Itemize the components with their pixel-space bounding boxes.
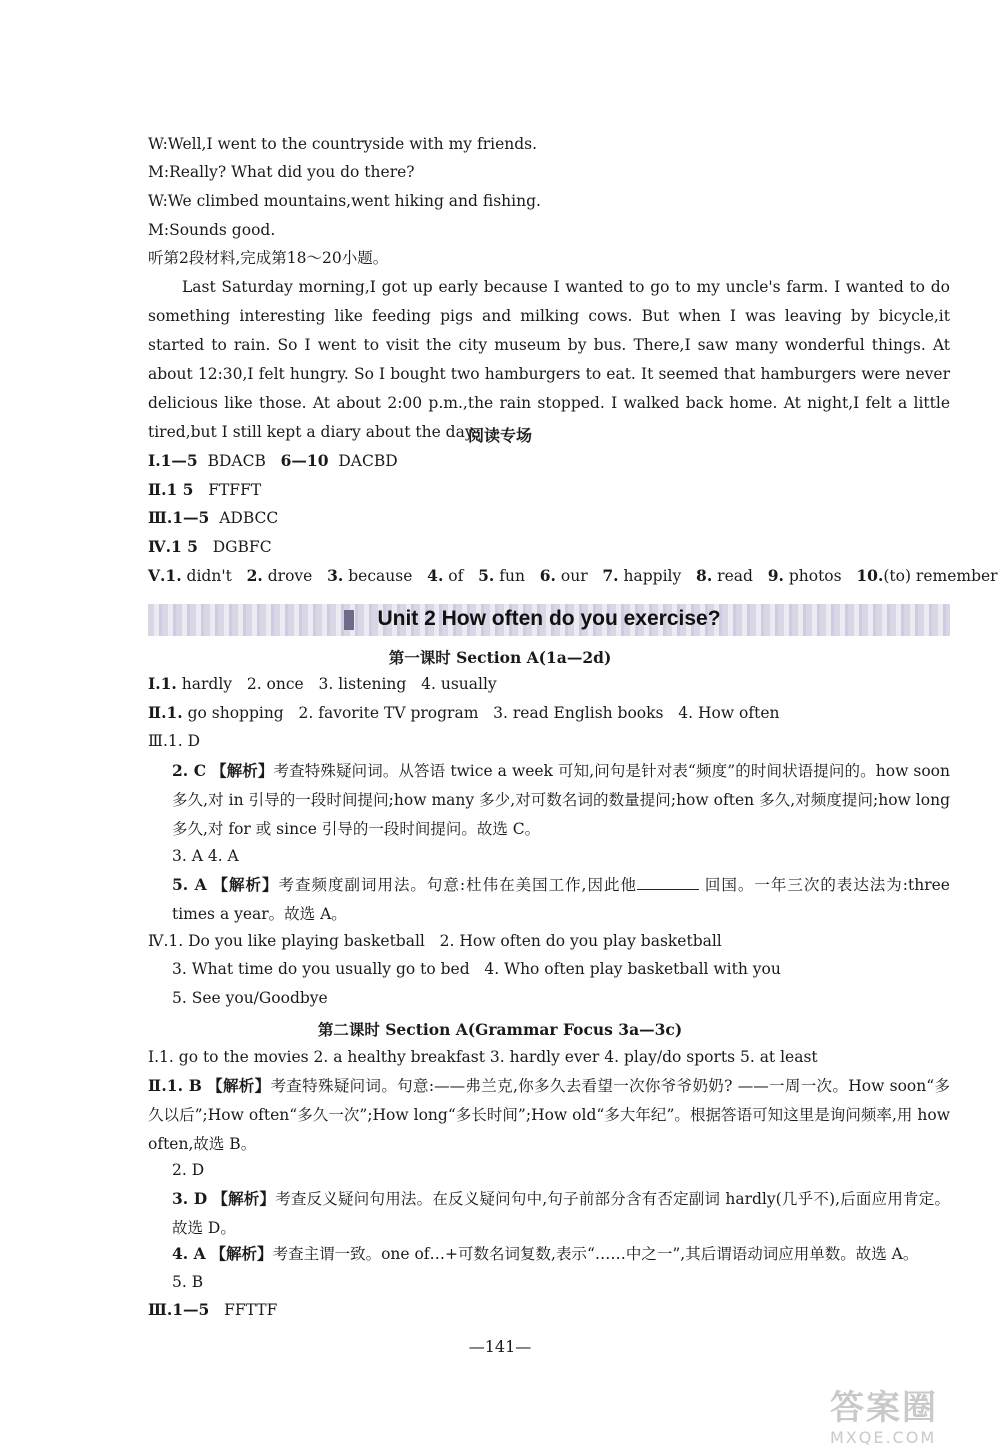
unit-title: Unit 2 How often do you exercise? — [377, 607, 721, 630]
answer-blank — [637, 875, 699, 890]
dialogue-line-1: W:Well,I went to the countryside with my friends. — [148, 135, 538, 153]
l2-section-i: Ⅰ.1. go to the movies 2. a healthy breakfast 3. hardly ever 4. play/do sports 5. at least — [148, 1048, 818, 1066]
watermark-text: 答案圈 — [830, 1388, 938, 1428]
dialogue-line-4: M:Sounds good. — [148, 221, 276, 239]
l1-section-iv-row-3: 5. See you/Goodbye — [172, 989, 328, 1007]
lesson-1-title: 第一课时 Section A(1a—2d) — [388, 648, 612, 667]
listening-2-intro: 听第2段材料,完成第18～20小题。 — [148, 249, 389, 267]
l1-q2-explanation: 2. C 【解析】考查特殊疑问词。从答语 twice a week 可知,问句是针对表“频度”的时间状语提问的。how soon 多久,对 in 引导的一段时间提问;how many 多少,对可数名词的数量提问;how often 多久,对频度提问;how long 多久,对 for 或 since 引导的一段时间提问。故选 C。 — [172, 761, 950, 838]
l1-q5-explanation: 5. A 【解析】考查频度副词用法。句意:杜伟在美国工作,因此他 回国。一年三次的表达法为:three times a year。故选 A。 — [172, 875, 950, 923]
l2-q3-explanation: 3. D 【解析】考查反义疑问句用法。在反义疑问句中,句子前部分含有否定副词 hardly(几乎不),后面应用肯定。故选 D。 — [172, 1189, 950, 1237]
watermark-logo — [830, 1388, 980, 1448]
reading-row-4: Ⅳ.1 5 DGBFC — [148, 537, 272, 556]
reading-row-2: Ⅱ.1 5 FTFFT — [148, 480, 262, 499]
l2-q2: 2. D — [172, 1161, 205, 1179]
reading-section-title: 阅读专场 — [467, 426, 532, 445]
reading-row-5: Ⅴ.1. didn't 2. drove 3. because 4. of 5. fun 6. our 7. happily 8. read 9. photos 10.(to) remember — [148, 566, 998, 585]
l1-section-iv-row-2: 3. What time do you usually go to bed 4. Who often play basketball with you — [172, 960, 781, 978]
dialogue-line-3: W:We climbed mountains,went hiking and fishing. — [148, 192, 541, 210]
listening-passage: Last Saturday morning,I got up early because I wanted to go to my uncle's farm. I wanted to do something interesting like feeding pigs and milking cows. But when I was leaving by bicycle,it started to rain. So I went to visit the city museum by bus. There,I saw many wonderful things. At about 12:30,I felt hungry. So I bought two hamburgers to eat. It seemed that hamburgers were never delicious like those. At about 2:00 p.m.,the rain stopped. I walked back home. At night,I felt a little tired,but I still kept a diary about the day. — [148, 278, 950, 441]
lesson-2-title: 第二课时 Section A(Grammar Focus 3a—3c) — [317, 1020, 683, 1039]
l1-section-iii-q1: Ⅲ.1. D — [148, 732, 201, 750]
reading-row-1: Ⅰ.1—5 BDACB 6—10 DACBD — [148, 451, 398, 470]
l1-section-ii: Ⅱ.1. go shopping 2. favorite TV program 3. read English books 4. How often — [148, 703, 780, 722]
l2-q5: 5. B — [172, 1273, 204, 1291]
l1-q3-q4: 3. A 4. A — [172, 847, 239, 865]
l1-section-iv-row-1: Ⅳ.1. Do you like playing basketball 2. How often do you play basketball — [148, 932, 722, 950]
reading-row-3: Ⅲ.1—5 ADBCC — [148, 508, 279, 527]
watermark-url: MXQE.COM — [830, 1428, 937, 1447]
l2-q4-explanation: 4. A 【解析】考查主谓一致。one of…+可数名词复数,表示“……中之一”,其后谓语动词应用单数。故选 A。 — [172, 1244, 919, 1263]
unit-banner — [148, 604, 950, 636]
l2-section-iii: Ⅲ.1—5 FFTTF — [148, 1300, 278, 1319]
page-number: —141— — [468, 1337, 532, 1356]
l2-ii-q1-explanation: Ⅱ.1. B 【解析】考查特殊疑问词。句意:——弗兰克,你多久去看望一次你爷爷奶奶? ——一周一次。How soon“多久以后”;How often“多久一次”;How long“多长时间”;How old“多大年纪”。根据答语可知这里是询问频率,用 how often,故选 B。 — [148, 1076, 950, 1153]
dialogue-line-2: M:Really? What did you do there? — [148, 163, 415, 181]
l1-section-i: Ⅰ.1. hardly 2. once 3. listening 4. usually — [148, 674, 497, 693]
